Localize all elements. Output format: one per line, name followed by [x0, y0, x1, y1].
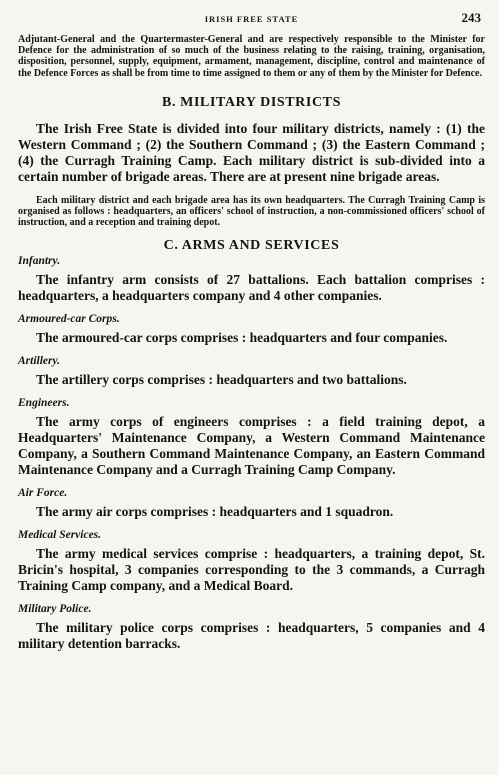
item-text: The military police corps comprises : headquarters, 5 companies and 4 military detention barracks. — [18, 620, 485, 652]
item-heading: Air Force. — [18, 487, 68, 500]
item-text: The army air corps comprises : headquarters and 1 squadron. — [36, 504, 394, 520]
section-b-paragraph-1: The Irish Free State is divided into four military districts, namely : (1) the Western Command ; (2) the Southern Command ; (3) the Eastern Command ; (4) the Curragh Training Camp. Each military district is sub-divided into a certain number of brigade areas. There are at present nine brigade areas. — [18, 120, 485, 184]
item-engineers — [18, 396, 485, 478]
item-military-police — [18, 602, 485, 652]
item-medical-services — [18, 528, 485, 594]
item-text: The infantry arm consists of 27 battalions. Each battalion comprises : headquarters, a headquarters company and 4 other companies. — [18, 272, 485, 304]
item-artillery — [18, 354, 485, 388]
item-text: The armoured-car corps comprises : headquarters and four companies. — [36, 330, 448, 346]
item-text: The artillery corps comprises : headquarters and two battalions. — [36, 372, 407, 388]
item-text: The army corps of engineers comprises : a field training depot, a Headquarters' Maintenance Company, a Western Command Maintenance Company, a Southern Command Maintenance Company, an Eastern Command Maintenance Company and a Curragh Training Camp Company. — [18, 414, 485, 478]
section-c-title: C. ARMS AND SERVICES — [163, 238, 340, 254]
running-head — [18, 0, 485, 34]
section-b-paragraph-2: Each military district and each brigade area has its own headquarters. The Curragh Training Camp is organised as follows : headquarters, an officers' school of instruction, a non-commissioned officers' school of instruction, and a reception and training depot. — [18, 194, 485, 229]
section-b-title: B. MILITARY DISTRICTS — [162, 94, 341, 110]
item-armoured-car-corps — [18, 312, 485, 346]
running-title: IRISH FREE STATE — [204, 14, 299, 24]
item-heading: Armoured-car Corps. — [18, 313, 120, 326]
intro-paragraph: Adjutant-General and the Quartermaster-General and are respectively responsible to the Minister for Defence for the administration of so much of the business relating to the raising, training, organisation, disposition, personnel, supply, equipment, armament, management, discipline, control and maintenance of the Defence Forces as shall be from time to time assigned to them or any of them by the Minister for Defence. — [18, 34, 485, 79]
item-heading: Infantry. — [18, 255, 61, 268]
item-heading: Medical Services. — [18, 529, 102, 542]
item-infantry — [18, 254, 485, 304]
item-heading: Engineers. — [18, 397, 70, 410]
item-air-force — [18, 486, 485, 520]
item-heading: Artillery. — [18, 355, 61, 368]
item-text: The army medical services comprise : headquarters, a training depot, St. Bricin's hospital, 3 companies corresponding to the 3 commands, a Curragh Training Camp company, and a Medical Board. — [18, 546, 485, 594]
page-number: 243 — [461, 10, 481, 25]
item-heading: Military Police. — [18, 603, 92, 616]
arms-services-list — [18, 254, 485, 652]
